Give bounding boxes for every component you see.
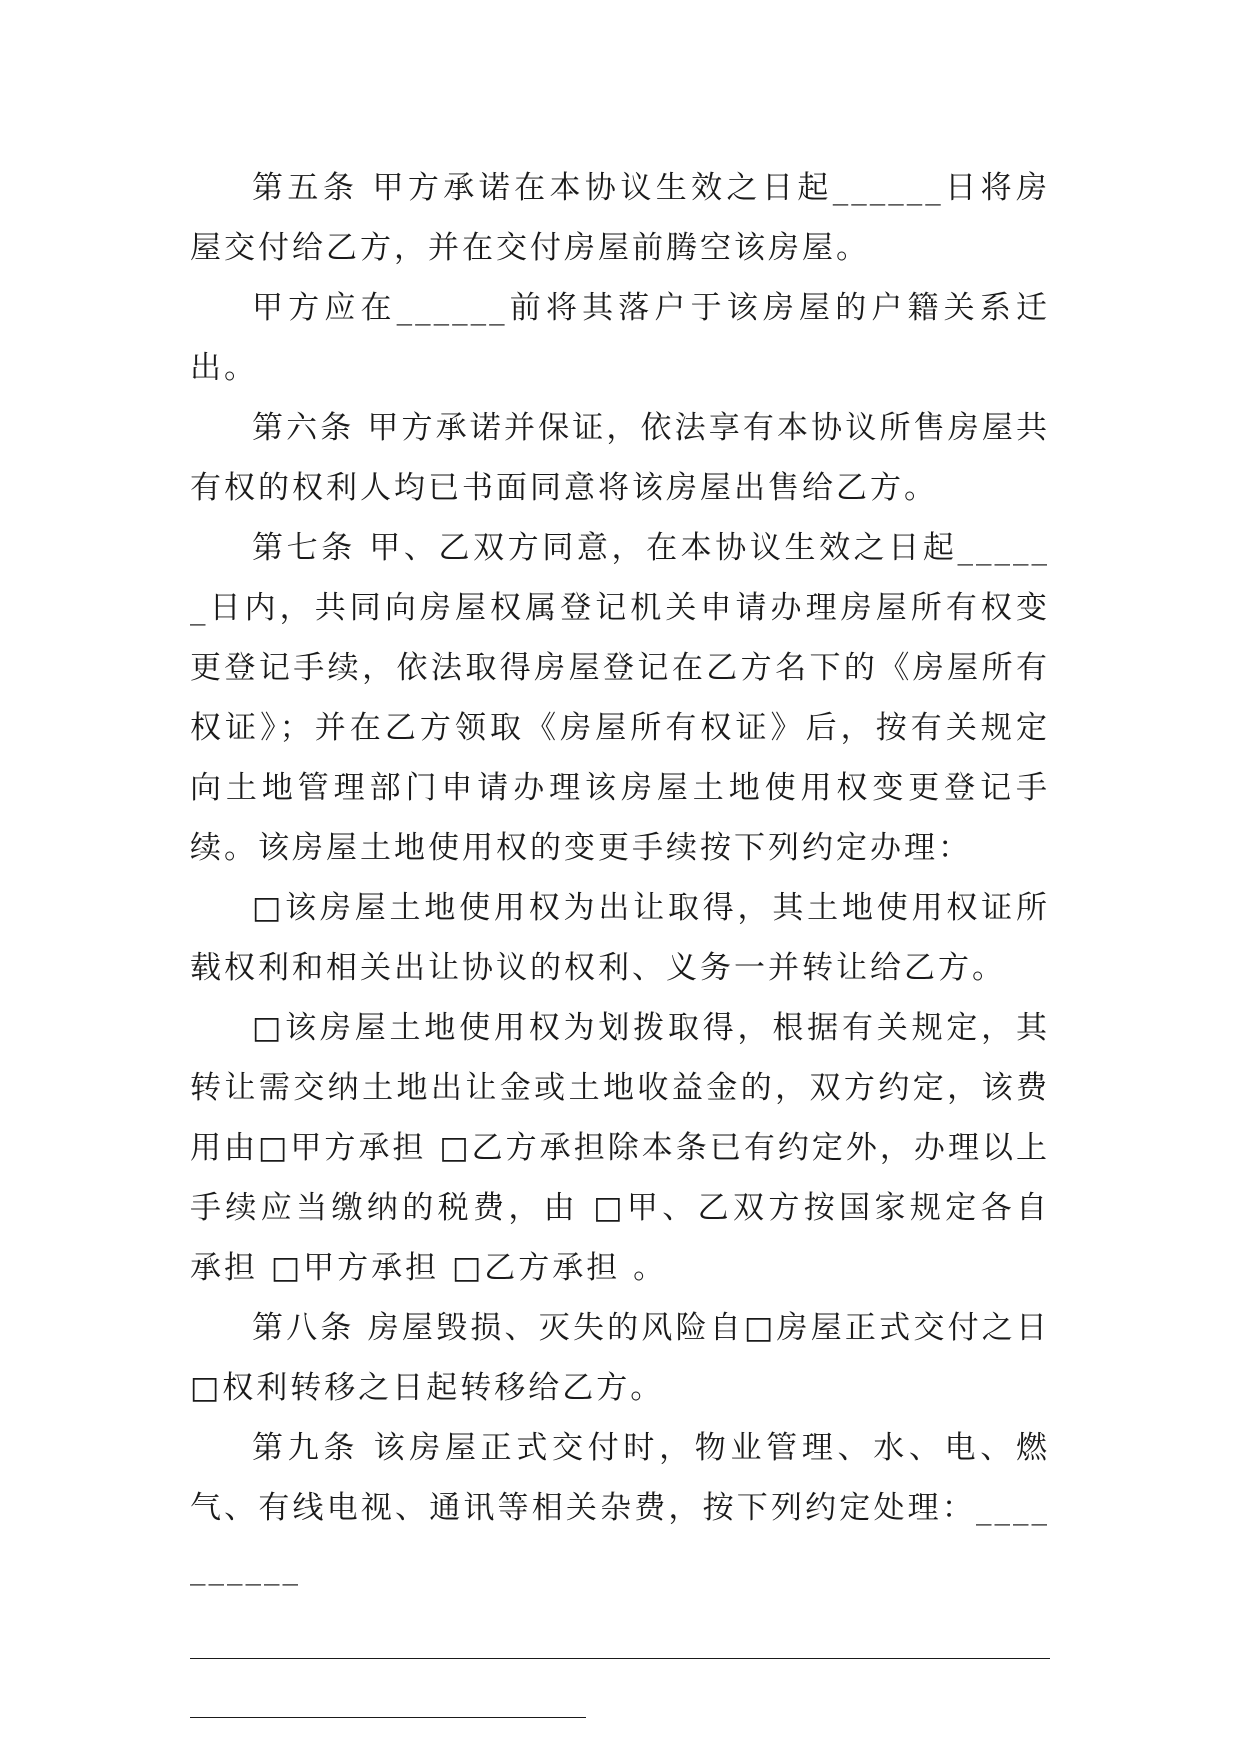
- article-5-paragraph: 第五条 甲方承诺在本协议生效之日起______日将房屋交付给乙方，并在交付房屋前腾空该房屋。: [190, 170, 1050, 266]
- fill-in-lines: [190, 1600, 1050, 1718]
- document-body: [190, 158, 1050, 1718]
- fill-in-line: [190, 1600, 1050, 1659]
- fill-in-line: [190, 1659, 586, 1718]
- article-6-paragraph: 第六条 甲方承诺并保证，依法享有本协议所售房屋共有权的权利人均已书面同意将该房屋出售给乙方。: [190, 410, 1050, 506]
- article-8-paragraph: 第八条 房屋毁损、灭失的风险自□房屋正式交付之日□权利转移之日起转移给乙方。: [190, 1310, 1050, 1406]
- land-allocation-option-paragraph: □该房屋土地使用权为划拨取得，根据有关规定，其转让需交纳土地出让金或土地收益金的，双方约定，该费用由□甲方承担 □乙方承担除本条已有约定外，办理以上手续应当缴纳的税费，由 □甲、乙双方按国家规定各自承担 □甲方承担 □乙方承担 。: [190, 1010, 1050, 1286]
- land-transfer-option-paragraph: □该房屋土地使用权为出让取得，其土地使用权证所载权利和相关出让协议的权利、义务一并转让给乙方。: [190, 890, 1050, 986]
- article-7-paragraph: 第七条 甲、乙双方同意，在本协议生效之日起______日内，共同向房屋权属登记机关申请办理房屋所有权变更登记手续，依法取得房屋登记在乙方名下的《房屋所有权证》；并在乙方领取《房屋所有权证》后，按有关规定向土地管理部门申请办理该房屋土地使用权变更登记手续。该房屋土地使用权的变更手续按下列约定办理：: [190, 530, 1050, 866]
- article-9-paragraph: 第九条 该房屋正式交付时，物业管理、水、电、燃气、有线电视、通讯等相关杂费，按下列约定处理：__________: [190, 1430, 1050, 1586]
- household-registration-paragraph: 甲方应在______前将其落户于该房屋的户籍关系迁出。: [190, 290, 1050, 386]
